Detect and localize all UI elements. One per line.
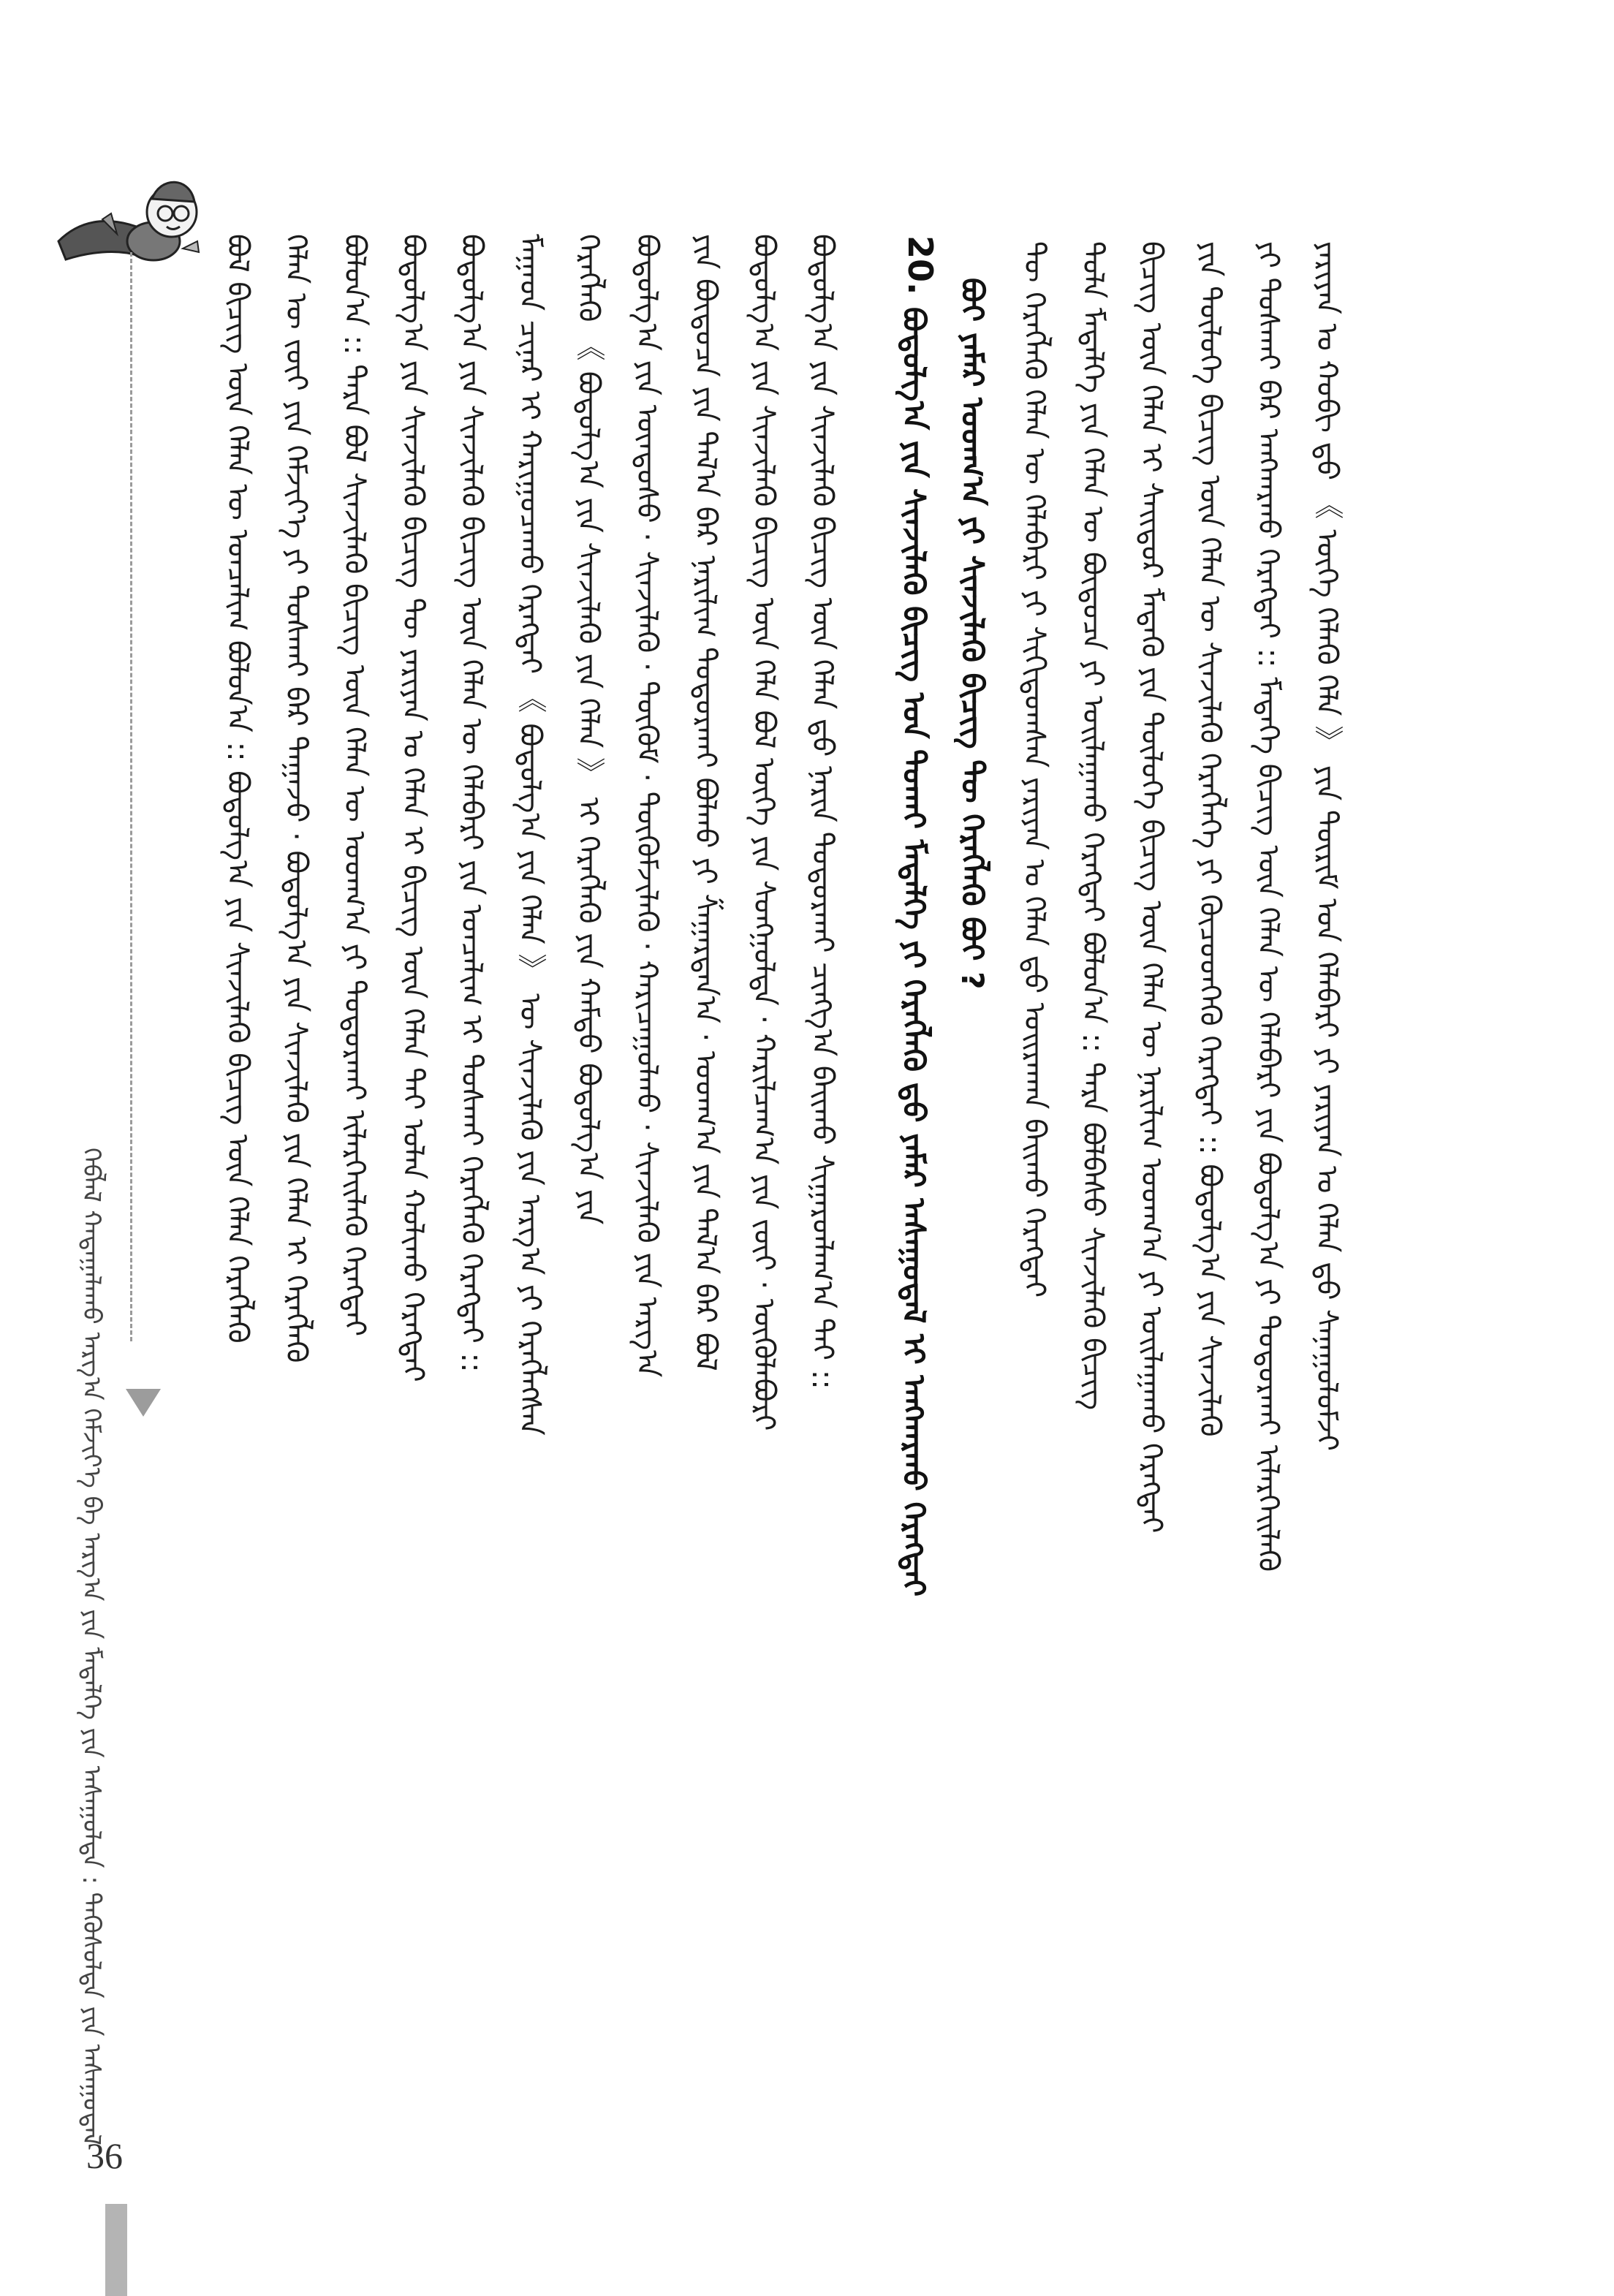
body-line: ᠬᠡᠯᠡᠨ ᠦ ᠵᠦᠢ ᠶᠢᠨ ᠬᠡᠮᠵᠢᠶ᠎ᠡ ᠶᠢ ᠲᠤᠰᠬᠠᠢ ᠪᠡᠷ ᠳᠠᠭᠠᠵᠤ · ᠪᠤᠳᠤᠯᠭ᠎ᠠ ᠶᠢᠨ ᠰᠢᠨᠵᠢᠯᠡᠬᠦ ᠶᠢᠨ ᠬᠡᠯᠡᠨ ᠢ ᠬᠡᠷᠡᠭᠯᠡᠬᠦ [279, 234, 313, 1363]
question-line: ᠪᠤᠳᠤᠯᠭ᠎ᠠ ᠶᠢᠨ ᠰᠢᠨᠵᠢᠯᠡᠬᠦ ᠪᠢᠴᠢᠭ ᠤᠨ ᠲᠤᠬᠠᠶ ᠮᠡᠳᠡᠯᠭᠡ ᠶᠢ ᠬᠡᠷᠡᠭᠯᠡᠬᠦ ᠳ᠋ᠤ ᠶᠠᠮᠠᠷ ᠠᠰᠠᠭᠤᠳᠠᠯ ᠢ ᠠᠩᠬᠠᠷᠬᠤ ᠬᠡᠷᠡᠭᠲᠡᠢ [896, 307, 932, 1597]
flying-boy-mascot-illustration [44, 132, 205, 270]
body-line: ᠪᠤᠳᠤᠯᠭ᠎ᠠ ᠶᠢᠨ ᠰᠢᠨᠵᠢᠯᠡᠬᠦ ᠪᠢᠴᠢᠭ ᠦᠨ ᠬᠡᠯᠡᠨ ᠳ᠋ᠦ ᠨᠠᠷᠢᠨ ᠲᠤᠳᠤᠷᠬᠠᠢ ᠴᠢᠩᠭ᠎ᠠ ᠪᠠᠢᠬᠤ ᠰᠢᠭᠠᠷᠳᠯᠠᠭ᠎ᠠ ᠲᠠᠢ :: [806, 234, 839, 1390]
body-line: ᠪᠤᠳᠤᠯᠭ᠎ᠠ ᠶᠢᠨ ᠰᠢᠨᠵᠢᠯᠡᠬᠦ ᠪᠢᠴᠢᠭ ᠲᠦ ᠶᠠᠷᠢᠶᠠᠨ ᠤ ᠬᠡᠯᠡᠨ ᠢ ᠪᠢᠴᠢᠭ ᠦᠨ ᠬᠡᠯᠡᠨ ᠲᠡᠢ ᠣᠯᠠᠨ ᠬᠤᠯᠢᠬᠤ ᠬᠡᠷᠡᠭᠲᠡᠢ [396, 234, 430, 1382]
body-line: ᠶᠠᠷᠢᠶᠠᠨ ᠤ ᠬᠤᠪᠢ ᠳ᠋ᠤ 《 ᠦᠭᠡ ᠬᠡᠯᠡᠬᠦ ᠬᠡᠯᠡ 》 ᠶᠢᠨ ᠳᠦᠷᠢᠮ ᠤᠨ ᠬᠡᠯᠡᠪᠡᠷᠢ ᠶᠢ ᠶᠠᠷᠢᠶᠠᠨ ᠤ ᠬᠡᠯᠡᠨ ᠳ᠋ᠦ ᠰᠠᠨᠠᠭᠤᠯᠤᠮᠵᠢ [1310, 241, 1344, 1452]
body-line: ᠶᠢᠨ ᠪᠦᠲᠦᠴᠡ ᠶᠢᠨ ᠲᠠᠯ᠎ᠠ ᠪᠡᠷ ᠨᠠᠷᠢᠯᠢᠭ ᠲᠤᠳᠤᠷᠬᠠᠢ ᠪᠤᠯᠬᠤ ᠶᠢ ᠱᠠᠭᠠᠷᠳᠠᠨ᠎ᠠ · ᠤᠳᠬ᠎ᠠ ᠶᠢᠨ ᠲᠠᠯ᠎ᠠ ᠪᠡᠷ ᠪᠤᠯ [689, 234, 722, 1371]
question-number: 20. [901, 235, 940, 295]
body-line: ᠪᠤᠯ ᠪᠢᠴᠢᠭ ᠦᠨ ᠬᠡᠯᠡᠨ ᠦ ᠣᠨᠴᠠᠯᠢᠭ ᠪᠤᠯᠤᠨ᠎ᠠ :: ᠪᠤᠳᠤᠯᠭ᠎ᠠ ᠶᠢᠨ ᠰᠢᠨᠵᠢᠯᠡᠬᠦ ᠪᠢᠴᠢᠭ ᠦᠨ ᠬᠡᠯᠡᠨ ᠬᠡᠷᠡᠭᠯᠡᠬᠦ [221, 234, 254, 1344]
page-edge-tab [105, 2204, 127, 2296]
header-arrow-marker-icon [126, 1389, 161, 1417]
body-line: ᠪᠤᠳᠤᠯᠭ᠎ᠠ ᠶᠢᠨ ᠰᠢᠨᠵᠢᠯᠡᠬᠦ ᠪᠢᠴᠢᠭ ᠦᠨ ᠬᠡᠯᠡᠨ ᠦ ᠬᠡᠯᠡᠪᠡᠷᠢ ᠶᠢᠨ ᠣᠨᠴᠠᠯᠢᠭ ᠢ ᠲᠤᠰᠬᠠᠢ ᠬᠡᠷᠡᠭᠯᠡᠬᠦ ᠬᠡᠷᠡᠭᠲᠡᠢ :: [455, 234, 488, 1373]
running-header: ᠬᠡᠪᠯᠡᠯ ᠬᠠᠳᠠᠭᠠᠯᠠᠬᠤ ᠠᠷᠭ᠎ᠠ ᠬᠡᠮᠵᠢᠶ᠎ᠡ ᠪᠠ ᠠᠷᠭ᠎ᠠ ᠶᠢᠨ ᠮᠡᠳᠡᠯᠭᠡ ᠶᠢᠨ ᠠᠰᠠᠭᠤᠯᠲᠠ : ᠲᠡᠭᠦᠰᠦᠯᠲᠡ ᠶᠢᠨ ᠠᠰᠠᠭᠤᠳᠠᠯ [77, 1148, 106, 2145]
body-line: ᠮᠠᠭᠠᠳ ᠴᠢᠨᠠᠷ ᠢ ᠬᠠᠷᠢᠭᠤᠴᠠᠬᠤ ᠬᠡᠷᠡᠭᠲᠡᠢ 《 ᠪᠤᠳᠤᠯᠭ᠎ᠠ ᠶᠢᠨ ᠬᠡᠯᠡᠨ 》 ᠦ ᠰᠢᠨᠵᠢᠯᠡᠬᠦ ᠶᠢᠨ ᠠᠷᠭ᠎ᠠ ᠶᠢ ᠬᠡᠷᠡᠭᠯᠡᠭᠰᠡᠨ [513, 234, 547, 1436]
body-line: ᠪᠤᠯᠤᠨ᠎ᠠ :: ᠲᠡᠷᠡ ᠪᠤᠯ ᠰᠢᠨᠵᠢᠯᠡᠬᠦ ᠪᠢᠴᠢᠭ ᠦᠨ ᠬᠡᠯᠡᠨ ᠦ ᠤᠳᠬ᠎ᠠ ᠶᠢ ᠲᠤᠳᠤᠷᠬᠠᠢ ᠢᠯᠡᠷᠬᠡᠢᠯᠡᠬᠦ ᠬᠡᠷᠡᠭᠲᠡᠢ [338, 234, 371, 1337]
body-line: ᠪᠤᠳᠤᠯᠭ᠎ᠠ ᠶᠢᠨ ᠰᠢᠨᠵᠢᠯᠡᠬᠦ ᠪᠢᠴᠢᠭ ᠦᠨ ᠬᠡᠯᠡ ᠪᠤᠯ ᠦᠭᠡ ᠶᠢᠨ ᠰᠤᠩᠭᠤᠯᠲᠠ · ᠬᠠᠷᠢᠯᠴᠠᠭ᠎ᠠ ᠶᠢᠨ ᠵᠦᠢ · ᠦᠭᠦᠯᠡᠪᠦᠷᠢ [747, 234, 781, 1431]
body-line: ᠶᠢ ᠲᠤᠰᠬᠠᠢ ᠪᠡᠷ ᠠᠩᠬᠠᠷᠬᠤ ᠬᠡᠷᠡᠭᠲᠡᠢ :: ᠮᠡᠳᠡᠭᠡ ᠪᠢᠴᠢᠭ ᠦᠨ ᠬᠡᠯᠡᠨ ᠦ ᠬᠡᠯᠡᠪᠡᠷᠢ ᠶᠢᠨ ᠪᠤᠳᠤᠯᠭ᠎ᠠ ᠶᠢ ᠲᠤᠳᠤᠷᠬᠠᠢ ᠢᠯᠡᠷᠬᠡᠢᠯᠡᠬᠦ [1251, 241, 1285, 1572]
question-line: ᠪᠤᠢ ᠶᠠᠮᠠᠷ ᠤᠳᠬ᠎ᠠ ᠶᠢ ᠰᠢᠨᠵᠢᠯᠡᠬᠦ ᠪᠢᠴᠢᠭ ᠲᠦ ᠬᠡᠷᠡᠭᠯᠡᠬᠦ ᠪᠤᠢ ? [955, 278, 990, 990]
body-line: ᠪᠢᠴᠢᠭ ᠦᠨ ᠬᠡᠯᠡᠨ ᠢ ᠰᠠᠢᠲᠤᠷ ᠮᠡᠳᠡᠬᠦ ᠶᠢᠨ ᠲᠥᠯᠥᠭᠡ ᠪᠢᠴᠢᠭ ᠦᠨ ᠬᠡᠯᠡᠨ ᠦ ᠨᠠᠷᠢᠯᠢᠭ ᠤᠳᠬ᠎ᠠ ᠶᠢ ᠤᠢᠯᠠᠭᠠᠬᠤ ᠬᠡᠷᠡᠭᠲᠡᠢ [1134, 241, 1168, 1534]
header-dashed-rule [130, 252, 132, 1341]
page-number: 36 [86, 2135, 123, 2176]
body-line: ᠪᠤᠳᠤᠯᠭ᠎ᠠ ᠶᠢᠨ ᠦᠨᠳᠦᠰᠦ · ᠰᠢᠨᠵᠢᠯᠡᠬᠦ · ᠳᠦᠭᠦᠮ · ᠳᠦᠭᠦᠮᠵᠢᠯᠡᠬᠦ · ᠬᠠᠷᠢᠴᠠᠭᠤᠯᠬᠤ · ᠰᠢᠨᠵᠢᠯᠡᠬᠦ ᠶᠢᠨ ᠠᠷᠭ᠎ᠠ [630, 234, 664, 1378]
body-line: ᠬᠡᠷᠡᠭᠯᠡᠬᠦ 《 ᠪᠤᠳᠤᠯᠭ᠎ᠠ ᠶᠢᠨ ᠰᠢᠨᠵᠢᠯᠡᠬᠦ ᠶᠢᠨ ᠬᠡᠯᠡᠨ 》 ᠢ ᠬᠡᠷᠡᠭᠯᠡᠬᠦ ᠶᠢᠨ ᠬᠠᠮᠲᠤ ᠪᠤᠳᠤᠯᠭ᠎ᠠ ᠶᠢᠨ [572, 234, 605, 1225]
body-line: ᠲᠦ ᠬᠡᠷᠡᠭᠯᠡᠬᠦ ᠬᠡᠯᠡᠨ ᠦ ᠬᠡᠯᠡᠪᠡᠷᠢ ᠶᠢ ᠰᠢᠬᠢᠳᠤᠭᠰᠠᠨ ᠶᠠᠷᠢᠶᠠᠨ ᠤ ᠬᠡᠯᠡᠨ ᠳ᠋ᠦ ᠣᠢᠷᠠᠬᠠᠨ ᠪᠠᠢᠬᠤ ᠬᠡᠷᠡᠭᠲᠡᠢ [1018, 241, 1051, 1298]
body-line: ᠲᠤᠯᠠ ᠮᠡᠳᠡᠯᠭᠡ ᠶᠢᠨ ᠬᠡᠯᠡᠨ ᠦ ᠪᠦᠲᠦᠴᠡ ᠶᠢ ᠤᠢᠯᠠᠭᠠᠬᠤ ᠬᠡᠷᠡᠭᠲᠡᠢ ᠪᠤᠯᠤᠨ᠎ᠠ :: ᠲᠡᠷᠡ ᠪᠤᠯᠪᠠᠰᠤ ᠰᠢᠨᠵᠢᠯᠡᠬᠦ ᠪᠢᠴᠢᠭ [1076, 241, 1110, 1411]
body-line: ᠶᠢᠨ ᠲᠥᠯᠥᠭᠡ ᠪᠢᠴᠢᠭ ᠦᠨ ᠬᠡᠯᠡᠨ ᠦ ᠰᠢᠨᠵᠢᠯᠡᠬᠦ ᠬᠡᠷᠡᠭᠯᠡᠭᠡ ᠶᠢ ᠬᠦᠴᠦᠳᠬᠡᠬᠦ ᠬᠡᠷᠡᠭᠲᠡᠢ :: ᠪᠤᠳᠤᠯᠭ᠎ᠠ ᠶᠢᠨ ᠰᠢᠨᠵᠢᠯᠡᠬᠦ [1193, 241, 1227, 1437]
